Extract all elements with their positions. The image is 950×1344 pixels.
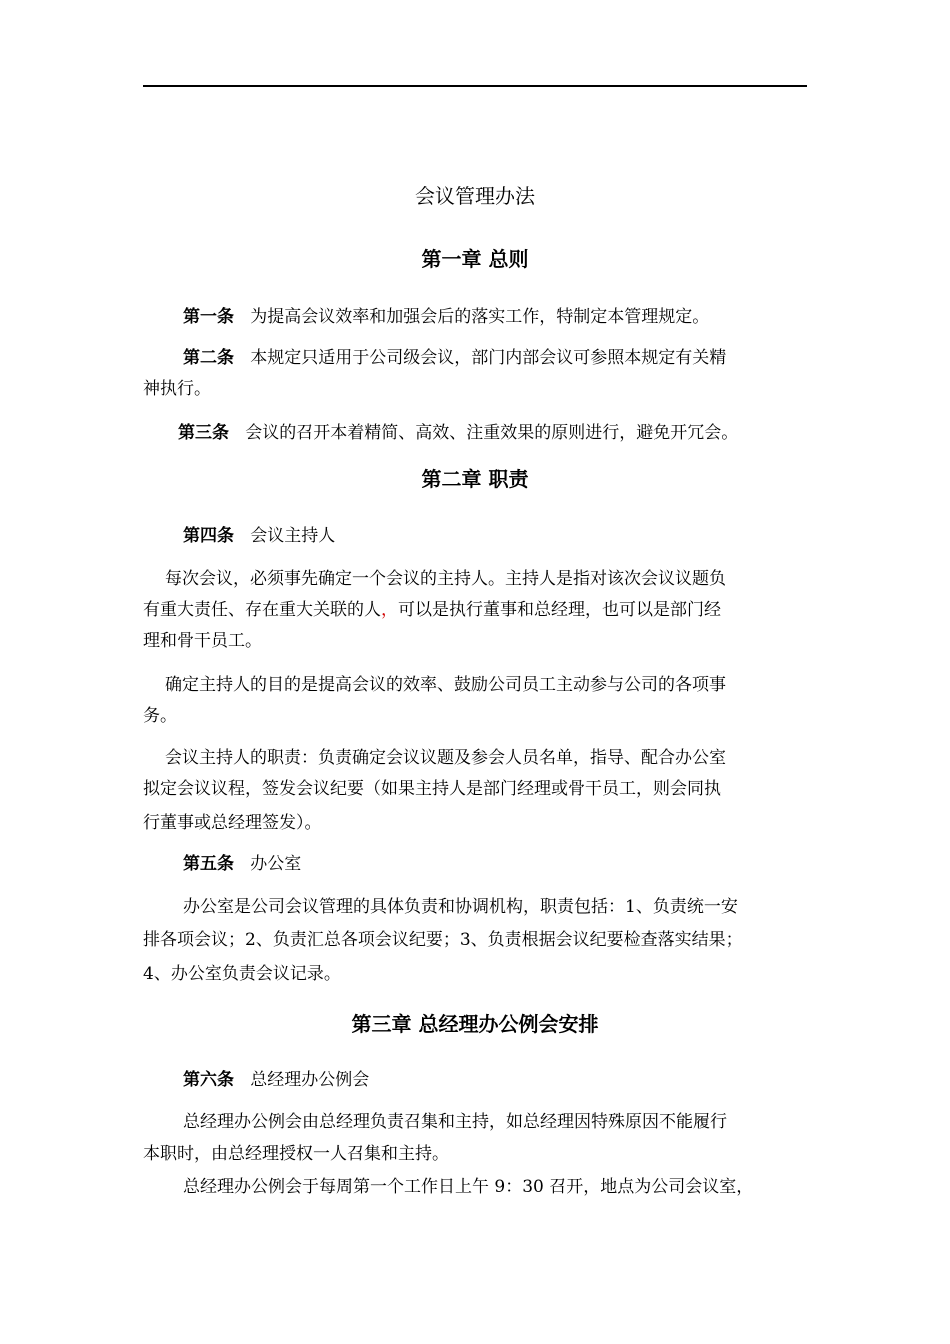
paragraph-3-line-1: 会议主持人的职责：负责确定会议议题及参会人员名单，指导、配合办公室 xyxy=(165,748,726,768)
article-6-label: 第六条 xyxy=(183,1070,234,1090)
paragraph-1-line-2 xyxy=(143,600,721,620)
paragraph-5-line-1: 总经理办公例会由总经理负责召集和主持，如总经理因特殊原因不能履行 xyxy=(183,1112,727,1132)
article-5-label: 第五条 xyxy=(183,854,234,874)
article-2-text: 本规定只适用于公司级会议，部门内部会议可参照本规定有关精 xyxy=(250,348,727,368)
article-6 xyxy=(183,1070,369,1090)
article-4-label: 第四条 xyxy=(183,526,234,546)
article-1-label: 第一条 xyxy=(183,307,234,327)
paragraph-1-line-3: 理和骨干员工。 xyxy=(143,631,262,651)
article-5 xyxy=(183,854,301,874)
chapter-heading-1: 第一章 总则 xyxy=(421,247,529,271)
chapter-heading-2: 第二章 职责 xyxy=(421,467,529,491)
article-3-text: 会议的召开本着精简、高效、注重效果的原则进行，避免开冗会。 xyxy=(245,423,739,443)
article-6-text: 总经理办公例会 xyxy=(250,1070,370,1090)
paragraph-3-line-3: 行董事或总经理签发）。 xyxy=(143,813,322,833)
paragraph-1-line-1: 每次会议，必须事先确定一个会议的主持人。主持人是指对该次会议议题负 xyxy=(165,569,726,589)
highlighted-comma: ， xyxy=(381,600,398,620)
chapter-heading-3: 第三章 总经理办公例会安排 xyxy=(351,1012,599,1036)
paragraph-6-line-1: 总经理办公例会于每周第一个工作日上午 9：30 召开，地点为公司会议室， xyxy=(183,1177,754,1197)
article-4 xyxy=(183,526,335,546)
paragraph-1-line-2-a: 有重大责任、存在重大关联的人 xyxy=(143,600,381,620)
paragraph-4-line-3: 4、办公室负责会议记录。 xyxy=(143,964,341,984)
paragraph-5-line-2: 本职时，由总经理授权一人召集和主持。 xyxy=(143,1144,449,1164)
paragraph-3-line-2: 拟定会议议程，签发会议纪要（如果主持人是部门经理或骨干员工，则会同执 xyxy=(143,779,721,799)
paragraph-1-line-2-b: 可以是执行董事和总经理，也可以是部门经 xyxy=(398,600,721,620)
article-3-label: 第三条 xyxy=(178,423,229,443)
article-3 xyxy=(178,423,738,443)
paragraph-2-line-2: 务。 xyxy=(143,706,177,726)
article-2-line-2: 神执行。 xyxy=(143,379,211,399)
article-2-line-1 xyxy=(183,348,726,368)
article-2-label: 第二条 xyxy=(183,348,234,368)
article-5-text: 办公室 xyxy=(250,854,302,874)
paragraph-2-line-1: 确定主持人的目的是提高会议的效率、鼓励公司员工主动参与公司的各项事 xyxy=(165,675,726,695)
article-4-text: 会议主持人 xyxy=(250,526,336,546)
document-title: 会议管理办法 xyxy=(415,184,535,208)
paragraph-4-line-2: 排各项会议；2、负责汇总各项会议纪要；3、负责根据会议纪要检查落实结果； xyxy=(143,930,743,950)
paragraph-4-line-1: 办公室是公司会议管理的具体负责和协调机构，职责包括：1、负责统一安 xyxy=(183,897,738,917)
article-1-text: 为提高会议效率和加强会后的落实工作，特制定本管理规定。 xyxy=(250,307,710,327)
article-1 xyxy=(183,307,709,327)
header-rule xyxy=(143,85,807,87)
